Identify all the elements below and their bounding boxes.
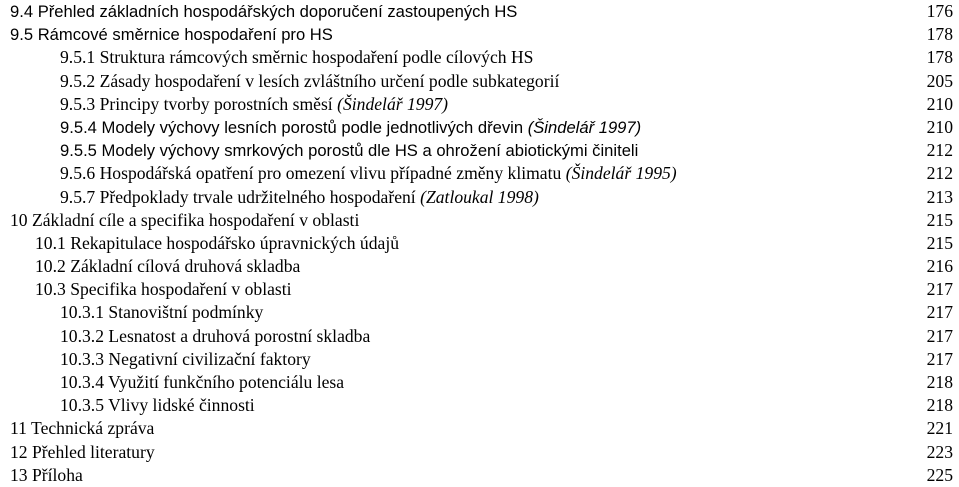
toc-entry-text bbox=[60, 348, 311, 371]
toc-entry-number: 10.3.4 bbox=[60, 372, 104, 392]
toc-entry-number: 9.5.4 bbox=[60, 117, 97, 137]
toc-entry-citation: (Šindelář 1997) bbox=[527, 117, 642, 137]
toc-entry-page-number: 218 bbox=[926, 372, 953, 392]
toc-entry-title: Negativní civilizační faktory bbox=[108, 348, 311, 369]
toc-entry[interactable] bbox=[0, 441, 959, 464]
toc-entry[interactable] bbox=[0, 255, 959, 278]
toc-entry[interactable] bbox=[0, 301, 959, 324]
toc-entry-text bbox=[10, 209, 359, 232]
toc-entry-page-number: 215 bbox=[926, 209, 953, 230]
toc-entry-number: 10.1 bbox=[35, 232, 66, 253]
toc-entry-title: Využití funkčního potenciálu lesa bbox=[108, 372, 345, 392]
toc-entry-title: Příloha bbox=[32, 464, 83, 485]
toc-entry-number: 10.3.1 bbox=[60, 302, 104, 323]
toc-entry[interactable] bbox=[0, 464, 959, 487]
toc-entry-text bbox=[60, 46, 533, 69]
toc-entry-page-number: 178 bbox=[926, 47, 953, 68]
toc-entry-page-number: 217 bbox=[926, 302, 953, 323]
toc-entry-text bbox=[10, 417, 154, 440]
toc-entry-text bbox=[35, 255, 300, 278]
toc-entry[interactable] bbox=[0, 186, 959, 209]
toc-entry-text bbox=[35, 232, 399, 255]
toc-entry-text bbox=[60, 162, 677, 185]
toc-entry-title: Modely výchovy lesních porostů podle jednotlivých dřevin bbox=[101, 117, 524, 137]
toc-entry-page-number: 223 bbox=[926, 441, 953, 462]
toc-entry-page-number: 221 bbox=[926, 418, 953, 439]
toc-entry-page-number: 218 bbox=[926, 395, 953, 416]
toc-entry-title: Struktura rámcových směrnic hospodaření podle cílových HS bbox=[99, 47, 534, 68]
toc-entry-page-number: 217 bbox=[926, 325, 953, 346]
toc-entry-text bbox=[60, 116, 641, 139]
toc-entry-text bbox=[60, 186, 539, 209]
toc-entry-number: 10.3.2 bbox=[60, 325, 104, 346]
toc-entry-text bbox=[60, 371, 344, 394]
toc-entry[interactable] bbox=[0, 278, 959, 301]
toc-entry-page-number: 212 bbox=[926, 140, 953, 161]
toc-entry-page-number: 213 bbox=[926, 186, 953, 207]
toc-entry[interactable] bbox=[0, 417, 959, 440]
toc-entry-number: 9.5.2 bbox=[60, 70, 96, 91]
toc-entry-title: Předpoklady trvale udržitelného hospodaření bbox=[99, 186, 416, 207]
toc-entry-citation: (Šindelář 1995) bbox=[565, 163, 677, 184]
toc-entry-page-number: 212 bbox=[926, 163, 953, 184]
toc-entry-title: Zásady hospodaření v lesích zvláštního určení podle subkategorií bbox=[99, 70, 560, 91]
toc-entry-number: 9.5.3 bbox=[60, 93, 96, 114]
toc-entry-number: 12 bbox=[10, 441, 28, 462]
toc-entry-number: 9.5 bbox=[10, 25, 34, 45]
toc-entry[interactable] bbox=[0, 46, 959, 69]
toc-entry-number: 10.3 bbox=[35, 279, 66, 300]
toc-entry-citation: (Šindelář 1997) bbox=[337, 93, 449, 114]
toc-entry[interactable] bbox=[0, 325, 959, 348]
toc-entry-page-number: 225 bbox=[926, 464, 953, 485]
toc-entry-title: Rekapitulace hospodářsko úpravnických údajů bbox=[70, 232, 400, 253]
toc-entry-page-number: 210 bbox=[926, 116, 953, 137]
toc-entry-title: Technická zpráva bbox=[31, 418, 155, 439]
toc-entry-title: Základní cílová druhová skladba bbox=[70, 256, 301, 277]
toc-entry-number: 9.5.7 bbox=[60, 186, 96, 207]
toc-entry-number: 10.3.5 bbox=[60, 395, 104, 416]
toc-entry-title: Hospodářská opatření pro omezení vlivu případné změny klimatu bbox=[99, 163, 562, 184]
toc-entry-number: 9.5.5 bbox=[60, 141, 97, 161]
toc-entry[interactable] bbox=[0, 23, 959, 46]
toc-entry-page-number: 217 bbox=[926, 279, 953, 300]
toc-entry-title: Vlivy lidské činnosti bbox=[108, 395, 255, 416]
toc-entry[interactable] bbox=[0, 162, 959, 185]
toc-entry-text bbox=[60, 394, 255, 417]
toc-entry-page-number: 217 bbox=[926, 348, 953, 369]
toc-entry-title: Stanovištní podmínky bbox=[108, 302, 264, 323]
toc-entry-page-number: 176 bbox=[926, 1, 953, 21]
toc-entry-text bbox=[60, 93, 448, 116]
toc-entry-title: Modely výchovy smrkových porostů dle HS a ohrožení abiotickými činiteli bbox=[101, 141, 639, 161]
toc-entry-text bbox=[60, 70, 559, 93]
toc-entry-number: 10.3.3 bbox=[60, 348, 104, 369]
toc-entry-number: 9.4 bbox=[10, 2, 34, 21]
toc-entry-page-number: 178 bbox=[926, 24, 953, 45]
toc-entry-citation: (Zatloukal 1998) bbox=[420, 186, 539, 207]
toc-entry-page-number: 210 bbox=[926, 93, 953, 114]
toc-entry-title: Přehled základních hospodářských doporučení zastoupených HS bbox=[37, 2, 518, 21]
toc-entry[interactable] bbox=[0, 209, 959, 232]
toc-entry[interactable] bbox=[0, 348, 959, 371]
toc-entry-text bbox=[10, 23, 333, 46]
toc-entry[interactable] bbox=[0, 0, 959, 23]
toc-entry-text bbox=[60, 325, 370, 348]
toc-entry-title: Rámcové směrnice hospodaření pro HS bbox=[37, 25, 333, 45]
toc-entry-text bbox=[10, 441, 155, 464]
toc-entry[interactable] bbox=[0, 232, 959, 255]
toc-entry-number: 11 bbox=[10, 418, 27, 439]
toc-entry[interactable] bbox=[0, 116, 959, 139]
toc-entry[interactable] bbox=[0, 139, 959, 162]
toc-entry-title: Základní cíle a specifika hospodaření v oblasti bbox=[32, 209, 360, 230]
toc-entry-title: Specifika hospodaření v oblasti bbox=[70, 279, 292, 300]
toc-entry-text bbox=[10, 464, 83, 487]
toc-entry[interactable] bbox=[0, 70, 959, 93]
toc-entry-text bbox=[35, 278, 292, 301]
toc-entry[interactable] bbox=[0, 93, 959, 116]
toc-entry-title: Lesnatost a druhová porostní skladba bbox=[108, 325, 371, 346]
toc-entry-page-number: 205 bbox=[926, 70, 953, 91]
toc-entry-number: 10 bbox=[10, 209, 28, 230]
toc-entry-page-number: 216 bbox=[926, 256, 953, 277]
toc-entry-text bbox=[60, 139, 638, 162]
toc-entry-text bbox=[60, 301, 263, 324]
toc-entry-number: 9.5.1 bbox=[60, 47, 96, 68]
toc-entry-page-number: 215 bbox=[926, 232, 953, 253]
toc-entry[interactable] bbox=[0, 371, 959, 394]
toc-entry-number: 10.2 bbox=[35, 256, 66, 277]
toc-entry[interactable] bbox=[0, 394, 959, 417]
toc-entry-title: Principy tvorby porostních směsí bbox=[99, 93, 333, 114]
toc-entry-number: 13 bbox=[10, 464, 28, 485]
toc-entry-number: 9.5.6 bbox=[60, 163, 96, 184]
toc-entry-title: Přehled literatury bbox=[32, 441, 155, 462]
toc-entry-text bbox=[10, 0, 517, 23]
